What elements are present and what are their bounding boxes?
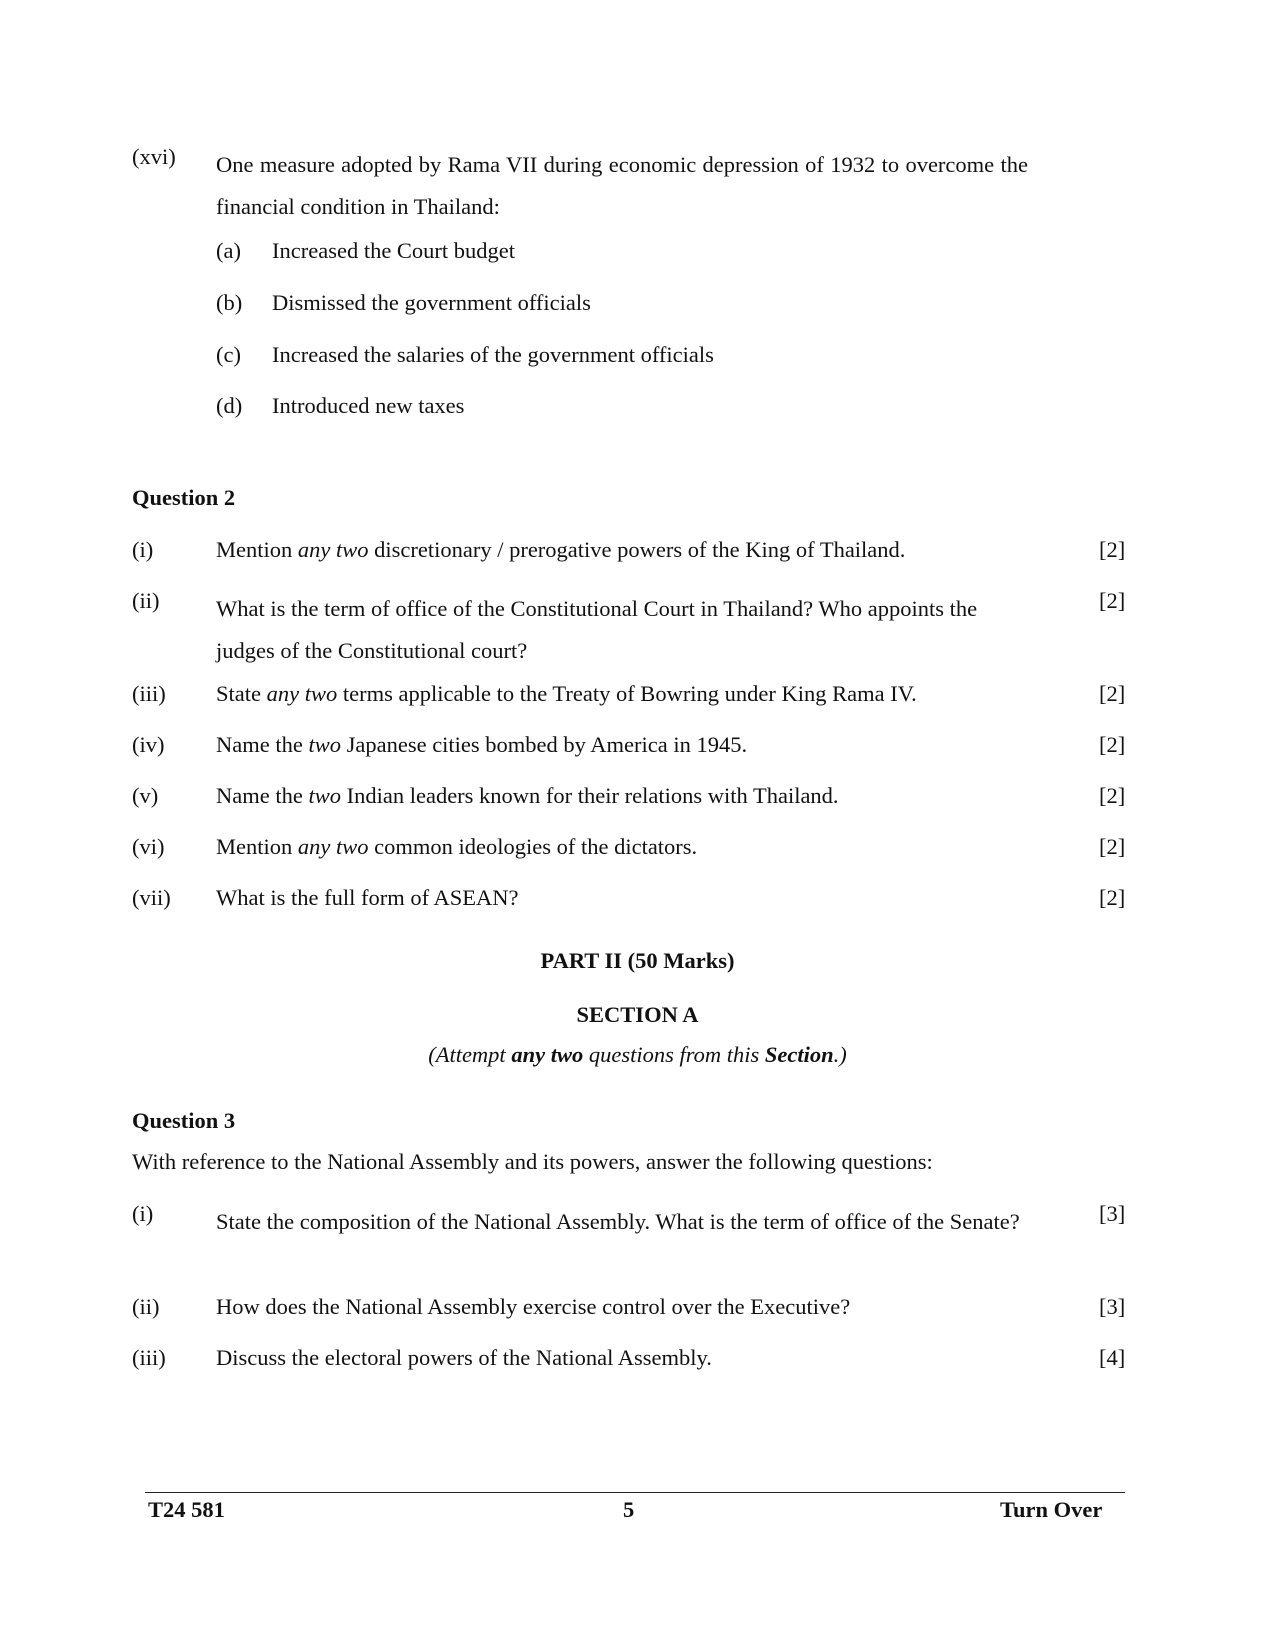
q3-iii-number: (iii) bbox=[132, 1345, 166, 1370]
q1-xvi-text: One measure adopted by Rama VII during economic depression of 1932 to overcome the financial condition in Thailand: bbox=[216, 152, 1028, 219]
option-a-text: Increased the Court budget bbox=[272, 238, 516, 263]
footer-turn-over: Turn Over bbox=[1000, 1497, 1103, 1522]
q2-ii-number: (ii) bbox=[132, 588, 160, 613]
q2-vi-number: (vi) bbox=[132, 834, 165, 859]
q2-iv-marks: [2] bbox=[1099, 732, 1126, 757]
q2-i-text: Mention any two discretionary / prerogative powers of the King of Thailand. bbox=[216, 537, 906, 562]
q3-ii-number: (ii) bbox=[132, 1294, 160, 1319]
question-3-heading: Question 3 bbox=[132, 1108, 236, 1133]
q2-v-text: Name the two Indian leaders known for their relations with Thailand. bbox=[216, 783, 839, 808]
q3-i-text: State the composition of the National Assembly. What is the term of office of the Senate? bbox=[216, 1209, 1020, 1234]
question-2-heading: Question 2 bbox=[132, 485, 236, 510]
section-a-title: SECTION A bbox=[576, 1002, 699, 1027]
q2-v-marks: [2] bbox=[1099, 783, 1126, 808]
q3-iii-marks: [4] bbox=[1099, 1345, 1126, 1370]
footer-page-number: 5 bbox=[623, 1497, 635, 1522]
q2-iii-text: State any two terms applicable to the Treaty of Bowring under King Rama IV. bbox=[216, 681, 917, 706]
q2-iv-number: (iv) bbox=[132, 732, 165, 757]
section-instruction: (Attempt any two questions from this Section.) bbox=[428, 1042, 847, 1067]
q2-iii-number: (iii) bbox=[132, 681, 166, 706]
q2-i-marks: [2] bbox=[1099, 537, 1126, 562]
part-ii-title: PART II (50 Marks) bbox=[540, 948, 735, 973]
q2-i-number: (i) bbox=[132, 537, 154, 562]
q2-ii-text: What is the term of office of the Constitutional Court in Thailand? Who appoints the judges of the Constitutional court? bbox=[216, 596, 978, 663]
question-3-intro: With reference to the National Assembly and its powers, answer the following questions: bbox=[132, 1149, 933, 1174]
q2-vii-marks: [2] bbox=[1099, 885, 1126, 910]
q2-iv-text: Name the two Japanese cities bombed by America in 1945. bbox=[216, 732, 748, 757]
q3-i-marks: [3] bbox=[1099, 1201, 1126, 1226]
option-d-text: Introduced new taxes bbox=[272, 393, 465, 418]
option-c-text: Increased the salaries of the government officials bbox=[272, 342, 714, 367]
q2-vii-number: (vii) bbox=[132, 885, 171, 910]
q1-xvi-number: (xvi) bbox=[132, 144, 176, 169]
footer-paper-code: T24 581 bbox=[148, 1497, 225, 1522]
q2-ii-marks: [2] bbox=[1099, 588, 1126, 613]
q2-vi-text: Mention any two common ideologies of the dictators. bbox=[216, 834, 698, 859]
q2-vi-marks: [2] bbox=[1099, 834, 1126, 859]
q2-v-number: (v) bbox=[132, 783, 159, 808]
option-b-text: Dismissed the government officials bbox=[272, 290, 591, 315]
q2-iii-marks: [2] bbox=[1099, 681, 1126, 706]
q3-iii-text: Discuss the electoral powers of the National Assembly. bbox=[216, 1345, 712, 1370]
footer-rule bbox=[145, 1492, 1125, 1493]
q3-i-number: (i) bbox=[132, 1201, 154, 1226]
option-d-label: (d) bbox=[216, 393, 243, 418]
q3-ii-marks: [3] bbox=[1099, 1294, 1126, 1319]
option-c-label: (c) bbox=[216, 342, 241, 367]
option-b-label: (b) bbox=[216, 290, 243, 315]
q2-vii-text: What is the full form of ASEAN? bbox=[216, 885, 519, 910]
option-a-label: (a) bbox=[216, 238, 241, 263]
q3-ii-text: How does the National Assembly exercise control over the Executive? bbox=[216, 1294, 851, 1319]
